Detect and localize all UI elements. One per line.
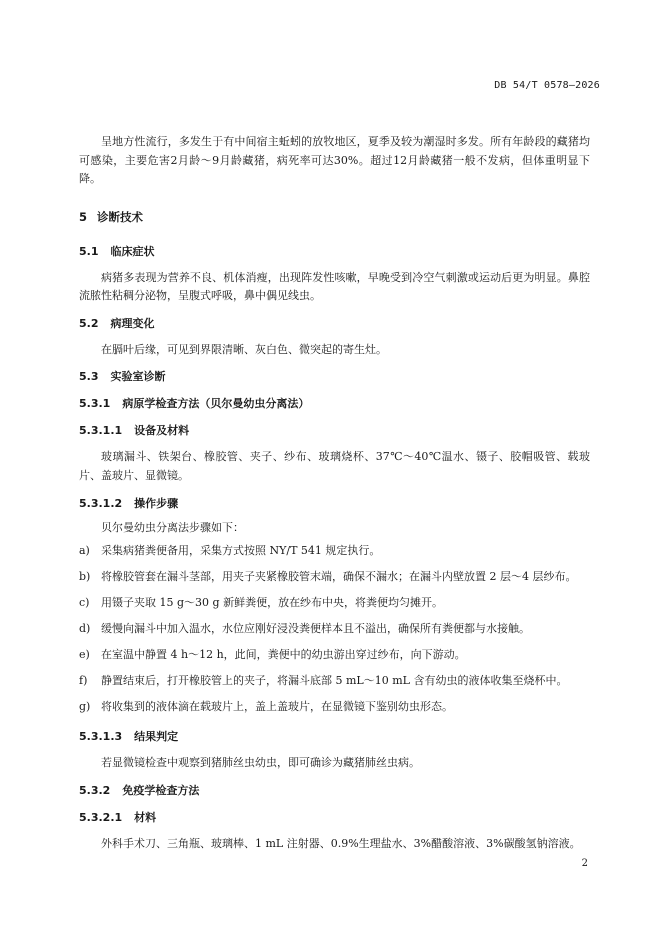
list-item <box>79 542 590 560</box>
list-item-label: a) <box>79 543 90 557</box>
section-5-2-heading <box>79 315 590 331</box>
list-item-label: e) <box>79 647 90 661</box>
section-5-heading <box>79 209 590 225</box>
section-5-3-1-1-heading <box>79 422 590 438</box>
section-5-3-heading <box>79 368 590 384</box>
section-title: 结果判定 <box>134 729 179 743</box>
section-number: 5.3.1.2 <box>79 497 123 510</box>
section-title: 临床症状 <box>110 244 155 258</box>
section-title: 材料 <box>134 811 157 824</box>
section-title: 实验室诊断 <box>110 370 166 383</box>
list-item-label: g) <box>79 699 91 713</box>
section-number: 5.3 <box>79 370 99 383</box>
list-item-text: 在室温中静置 4 h～12 h，此间，粪便中的幼虫游出穿过纱布，向下游动。 <box>101 647 466 661</box>
list-item-text: 将橡胶管套在漏斗茎部，用夹子夹紧橡胶管末端，确保不漏水；在漏斗内壁放置 2 层～4 层纱布。 <box>101 569 577 583</box>
section-number: 5.3.1.1 <box>79 424 123 437</box>
section-5-2-text: 在膈叶后缘，可见到界限清晰、灰白色、微突起的寄生灶。 <box>101 342 387 356</box>
page-number: 2 <box>581 858 588 869</box>
section-title: 设备及材料 <box>134 424 190 437</box>
list-item-text: 采集病猪粪便备用，采集方式按照 NY/T 541 规定执行。 <box>101 543 381 557</box>
section-title: 诊断技术 <box>97 209 143 224</box>
section-number: 5.3.2.1 <box>79 811 123 824</box>
document-body <box>79 133 590 854</box>
procedure-steps-list <box>79 542 590 716</box>
section-5-3-1-1-text: 玻璃漏斗、铁架台、橡胶管、夹子、纱布、玻璃烧杯、37℃～40℃温水、镊子、胶帽吸管、载玻片、盖玻片、显微镜。 <box>79 450 590 482</box>
section-title: 病理变化 <box>110 316 155 330</box>
section-5-3-2-1-heading <box>79 809 590 825</box>
section-number: 5.3.2 <box>79 784 111 797</box>
section-5-3-1-3-heading <box>79 728 590 744</box>
section-title: 操作步骤 <box>134 497 179 510</box>
list-item <box>79 568 590 586</box>
list-item-label: d) <box>79 621 91 635</box>
list-item-label: b) <box>79 569 91 583</box>
section-number: 5.3.1 <box>79 397 111 410</box>
list-item-text: 静置结束后，打开橡胶管上的夹子，将漏斗底部 5 mL～10 mL 含有幼虫的液体收集至烧杯中。 <box>101 673 568 687</box>
section-number: 5.3.1.3 <box>79 729 123 743</box>
document-id-header: DB 54/T 0578—2026 <box>494 80 600 91</box>
list-item-text: 用镊子夹取 15 g～30 g 新鲜粪便，放在纱布中央，将粪便均匀摊开。 <box>101 595 444 609</box>
list-item-text: 将收集到的液体滴在载玻片上，盖上盖玻片，在显微镜下鉴别幼虫形态。 <box>101 699 453 713</box>
list-item <box>79 620 590 638</box>
list-item <box>79 672 590 690</box>
section-number: 5.1 <box>79 244 99 258</box>
list-item <box>79 594 590 612</box>
section-number: 5.2 <box>79 316 99 330</box>
list-item <box>79 698 590 716</box>
section-5-3-2-heading <box>79 782 590 798</box>
section-5-1-heading <box>79 243 590 259</box>
section-title: 免疫学检查方法 <box>122 784 200 797</box>
section-5-3-1-3-text: 若显微镜检查中观察到猪肺丝虫幼虫，即可确诊为藏猪肺丝虫病。 <box>101 755 420 769</box>
list-item-label: c) <box>79 595 90 609</box>
list-item-text: 缓慢向漏斗中加入温水，水位应刚好浸没粪便样本且不溢出，确保所有粪便都与水接触。 <box>101 621 530 635</box>
section-title: 病原学检查方法（贝尔曼幼虫分离法） <box>122 397 310 410</box>
section-5-3-2-1-text: 外科手术刀、三角瓶、玻璃棒、1 mL 注射器、0.9%生理盐水、3%醋酸溶液、3%碳酸氢钠溶液。 <box>101 837 581 850</box>
list-item-label: f) <box>79 673 88 687</box>
section-5-3-1-heading <box>79 395 590 411</box>
section-5-3-1-2-heading <box>79 495 590 511</box>
section-5-1-text: 病猪多表现为营养不良、机体消瘦，出现阵发性咳嗽，早晚受到冷空气刺激或运动后更为明显。鼻腔流脓性粘稠分泌物，呈腹式呼吸，鼻中偶见线虫。 <box>79 270 590 302</box>
intro-paragraph: 呈地方性流行，多发生于有中间宿主蚯蚓的放牧地区，夏季及较为潮湿时多发。所有年龄段的藏猪均可感染，主要危害2月龄～9月龄藏猪，病死率可达30%。超过12月龄藏猪一般不发病，但体重明显下降。 <box>79 135 590 185</box>
section-number: 5 <box>79 209 88 224</box>
list-item <box>79 646 590 664</box>
procedure-intro: 贝尔曼幼虫分离法步骤如下： <box>101 521 244 534</box>
